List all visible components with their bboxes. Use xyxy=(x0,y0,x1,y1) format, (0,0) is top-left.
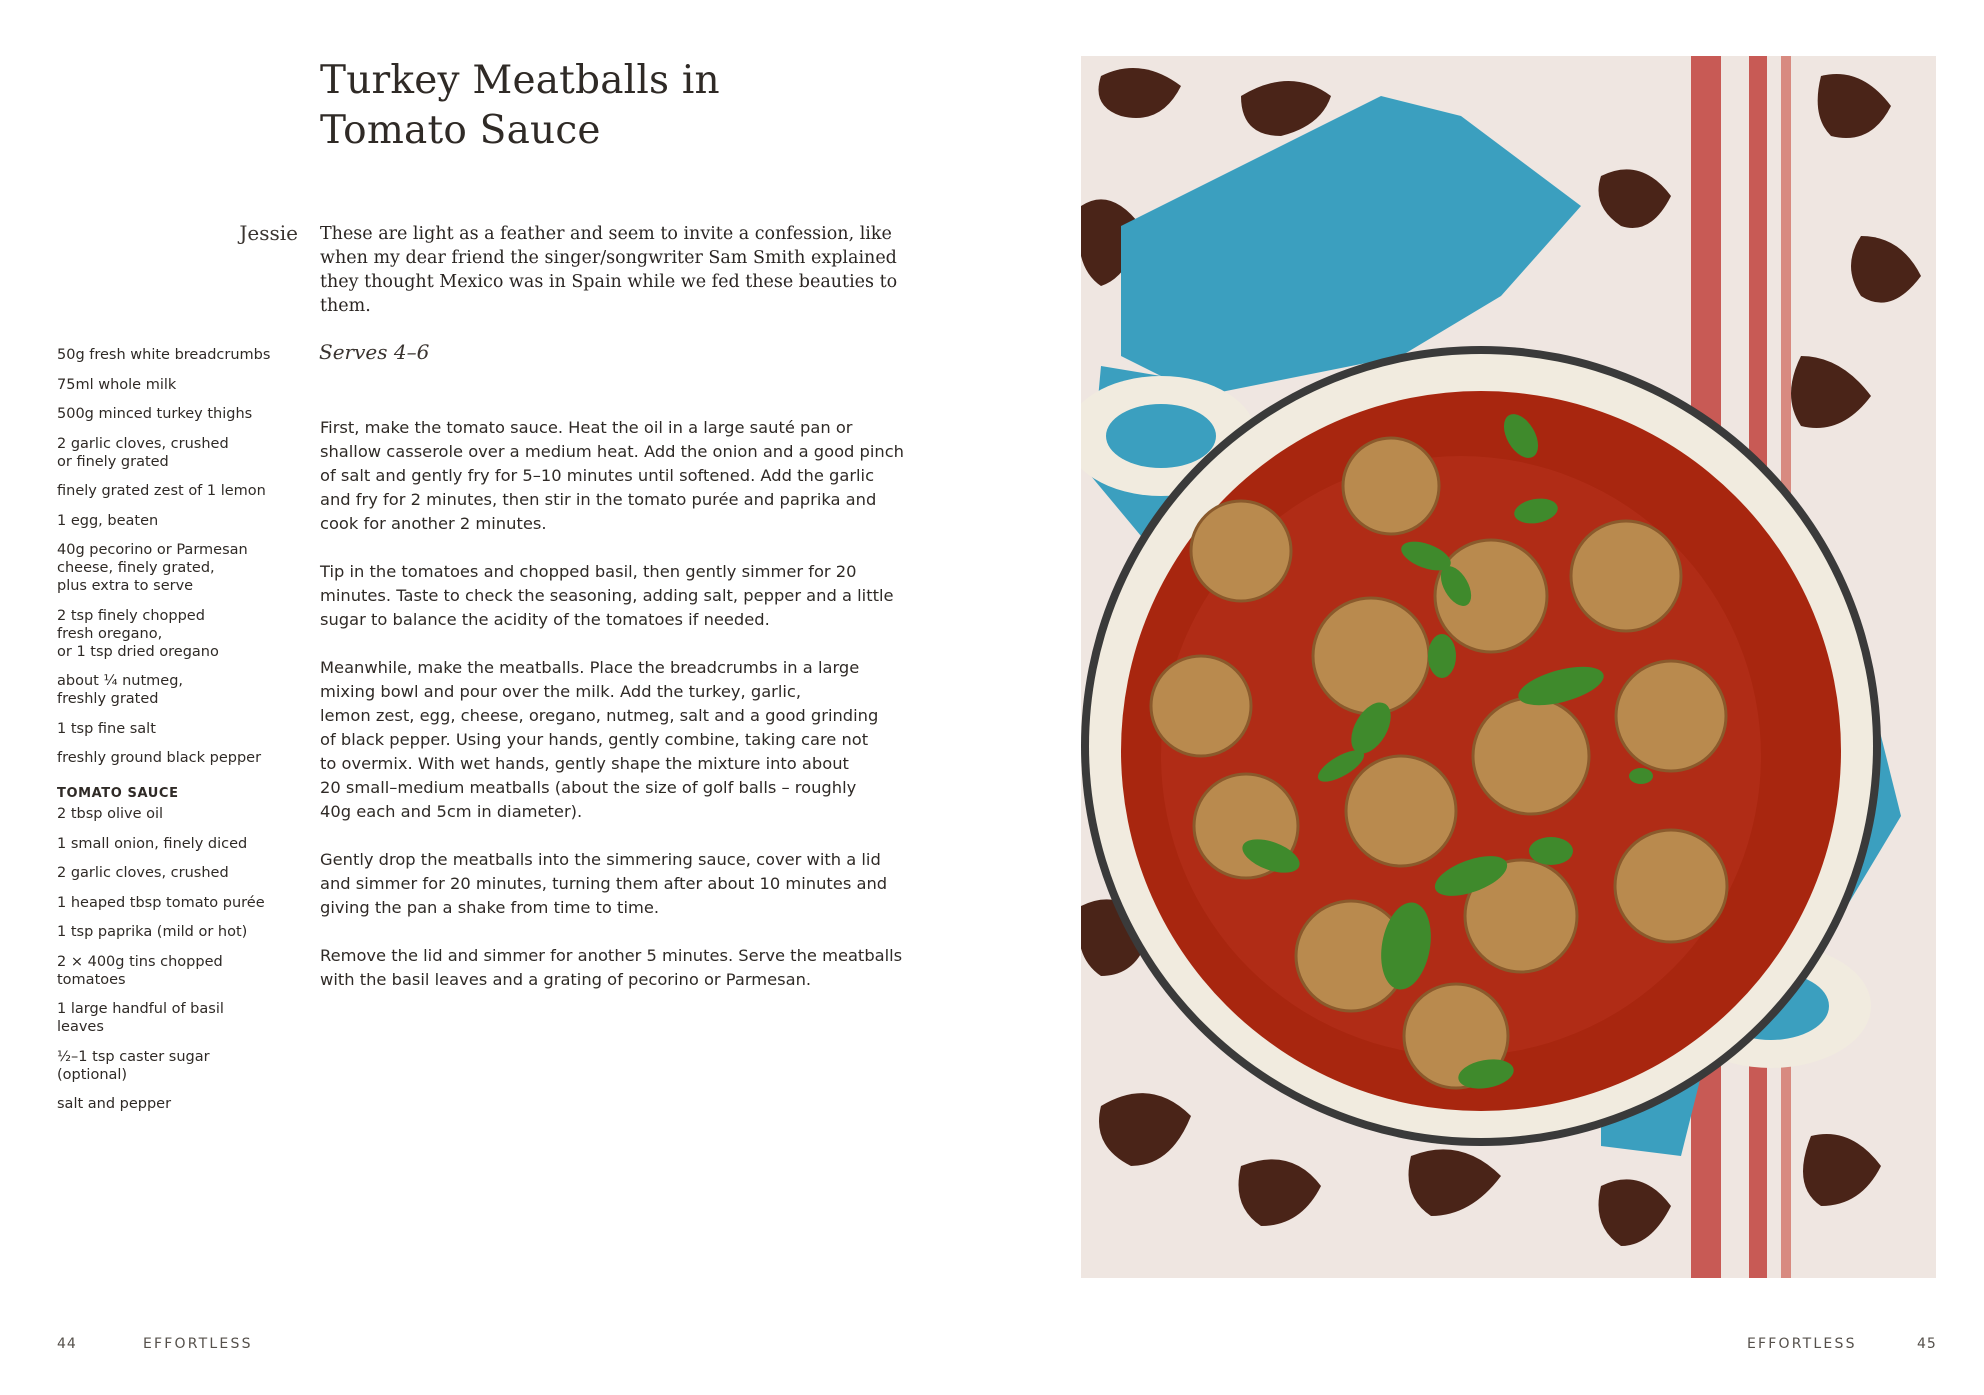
ingredient-item xyxy=(57,894,297,912)
ingredient-item xyxy=(57,1048,297,1084)
ingredient-text: 1 heaped tbsp tomato purée xyxy=(57,894,265,911)
method-line: and simmer for 20 minutes, turning them after about 10 minutes and xyxy=(320,874,888,893)
ingredient-text: 1 tsp paprika (mild or hot) xyxy=(57,924,248,940)
ingredient-item xyxy=(57,923,297,941)
ingredient-text: 1 small onion, finely diced xyxy=(57,835,248,852)
ingredient-text: fresh oregano, xyxy=(57,625,163,642)
left-page-number: 44 xyxy=(57,1336,77,1352)
method-line: of salt and gently fry for 5–10 minutes until softened. Add the garlic xyxy=(320,466,875,485)
ingredient-item xyxy=(57,435,297,471)
ingredient-text: 75ml whole milk xyxy=(57,376,177,393)
ingredient-item xyxy=(57,864,297,882)
method-line: and fry for 2 minutes, then stir in the tomato purée and paprika and xyxy=(320,490,877,509)
ingredient-text: freshly ground black pepper xyxy=(57,750,262,766)
method-line: of black pepper. Using your hands, gently combine, taking care not xyxy=(320,730,869,749)
method-step xyxy=(320,416,920,536)
method-line: Tip in the tomatoes and chopped basil, then gently simmer for 20 xyxy=(320,562,857,581)
title-line-1: Turkey Meatballs in xyxy=(320,58,720,103)
method-line: giving the pan a shake from time to time. xyxy=(320,898,660,917)
ingredient-text: plus extra to serve xyxy=(57,578,194,594)
ingredient-text: about ¼ nutmeg, xyxy=(57,673,184,689)
ingredient-item xyxy=(57,805,297,823)
right-section-name: EFFORTLESS xyxy=(1747,1336,1857,1352)
ingredient-item xyxy=(57,1000,297,1036)
method-line: Remove the lid and simmer for another 5 minutes. Serve the meatballs xyxy=(320,946,903,965)
ingredient-text: leaves xyxy=(57,1019,104,1035)
method-line: cook for another 2 minutes. xyxy=(320,514,547,533)
ingredient-item xyxy=(57,835,297,853)
method-line: to overmix. With wet hands, gently shape the mixture into about xyxy=(320,754,849,773)
tomato-sauce-heading: TOMATO SAUCE xyxy=(57,786,179,801)
ingredient-text: cheese, finely grated, xyxy=(57,560,215,576)
ingredient-item xyxy=(57,512,297,530)
recipe-intro xyxy=(320,222,920,318)
ingredient-text: 2 tsp finely chopped xyxy=(57,607,205,624)
ingredient-text: 50g fresh white breadcrumbs xyxy=(57,347,271,363)
ingredient-item xyxy=(57,720,297,738)
ingredient-item xyxy=(57,376,297,394)
ingredient-text: tomatoes xyxy=(57,971,126,988)
intro-line: they thought Mexico was in Spain while we fed these beauties to them. xyxy=(320,272,898,316)
method-line: 40g each and 5cm in diameter). xyxy=(320,802,583,821)
recipe-title xyxy=(320,56,720,156)
ingredient-item xyxy=(57,1095,297,1113)
ingredients-list xyxy=(57,346,297,1125)
ingredient-text: 1 tsp fine salt xyxy=(57,720,156,737)
method-line: First, make the tomato sauce. Heat the oil in a large sauté pan or xyxy=(320,418,853,437)
method-line: sugar to balance the acidity of the tomatoes if needed. xyxy=(320,610,770,629)
author-name: Jessie xyxy=(239,221,298,245)
left-section-name: EFFORTLESS xyxy=(143,1336,253,1352)
ingredient-text: or 1 tsp dried oregano xyxy=(57,643,219,660)
meatballs-photo-illustration xyxy=(1081,56,1936,1278)
ingredient-text: (optional) xyxy=(57,1066,128,1083)
ingredient-text: salt and pepper xyxy=(57,1096,172,1112)
ingredient-item xyxy=(57,672,297,708)
ingredient-item xyxy=(57,541,297,595)
recipe-photo xyxy=(1081,56,1936,1278)
ingredient-item xyxy=(57,482,297,500)
ingredient-item xyxy=(57,346,297,364)
method-line: 20 small–medium meatballs (about the size of golf balls – roughly xyxy=(320,778,857,797)
title-line-2: Tomato Sauce xyxy=(320,108,601,153)
method-step xyxy=(320,656,920,824)
servings: Serves 4–6 xyxy=(319,340,430,364)
method-step xyxy=(320,944,920,992)
ingredient-text: 40g pecorino or Parmesan xyxy=(57,542,248,558)
method-line: lemon zest, egg, cheese, oregano, nutmeg, salt and a good grinding xyxy=(320,706,879,725)
ingredient-text: 1 large handful of basil xyxy=(57,1001,224,1017)
intro-line: These are light as a feather and seem to invite a confession, like xyxy=(320,224,892,244)
method-line: mixing bowl and pour over the milk. Add the turkey, garlic, xyxy=(320,682,802,701)
right-page-number: 45 xyxy=(1917,1336,1937,1352)
method-line: Meanwhile, make the meatballs. Place the breadcrumbs in a large xyxy=(320,658,860,677)
method-line: minutes. Taste to check the seasoning, adding salt, pepper and a little xyxy=(320,586,894,605)
ingredient-text: finely grated zest of 1 lemon xyxy=(57,483,266,499)
ingredient-text: or finely grated xyxy=(57,453,169,470)
ingredient-item xyxy=(57,607,297,661)
method-line: shallow casserole over a medium heat. Add the onion and a good pinch xyxy=(320,442,904,461)
method-line: with the basil leaves and a grating of pecorino or Parmesan. xyxy=(320,970,812,989)
ingredient-text: 2 garlic cloves, crushed xyxy=(57,435,229,452)
method-line: Gently drop the meatballs into the simmering sauce, cover with a lid xyxy=(320,850,881,869)
ingredient-text: ½–1 tsp caster sugar xyxy=(57,1048,210,1065)
ingredient-text: 1 egg, beaten xyxy=(57,512,159,529)
ingredient-text: 2 tbsp olive oil xyxy=(57,806,164,822)
ingredient-text: 2 × 400g tins chopped xyxy=(57,953,223,970)
ingredient-item xyxy=(57,749,297,767)
ingredient-text: 2 garlic cloves, crushed xyxy=(57,865,229,881)
ingredient-item xyxy=(57,405,297,423)
method-steps xyxy=(320,416,920,1016)
intro-line: when my dear friend the singer/songwriter Sam Smith explained xyxy=(320,248,897,268)
ingredient-text: freshly grated xyxy=(57,691,159,707)
method-step xyxy=(320,560,920,632)
method-step xyxy=(320,848,920,920)
ingredient-text: 500g minced turkey thighs xyxy=(57,406,253,422)
ingredient-item xyxy=(57,953,297,989)
